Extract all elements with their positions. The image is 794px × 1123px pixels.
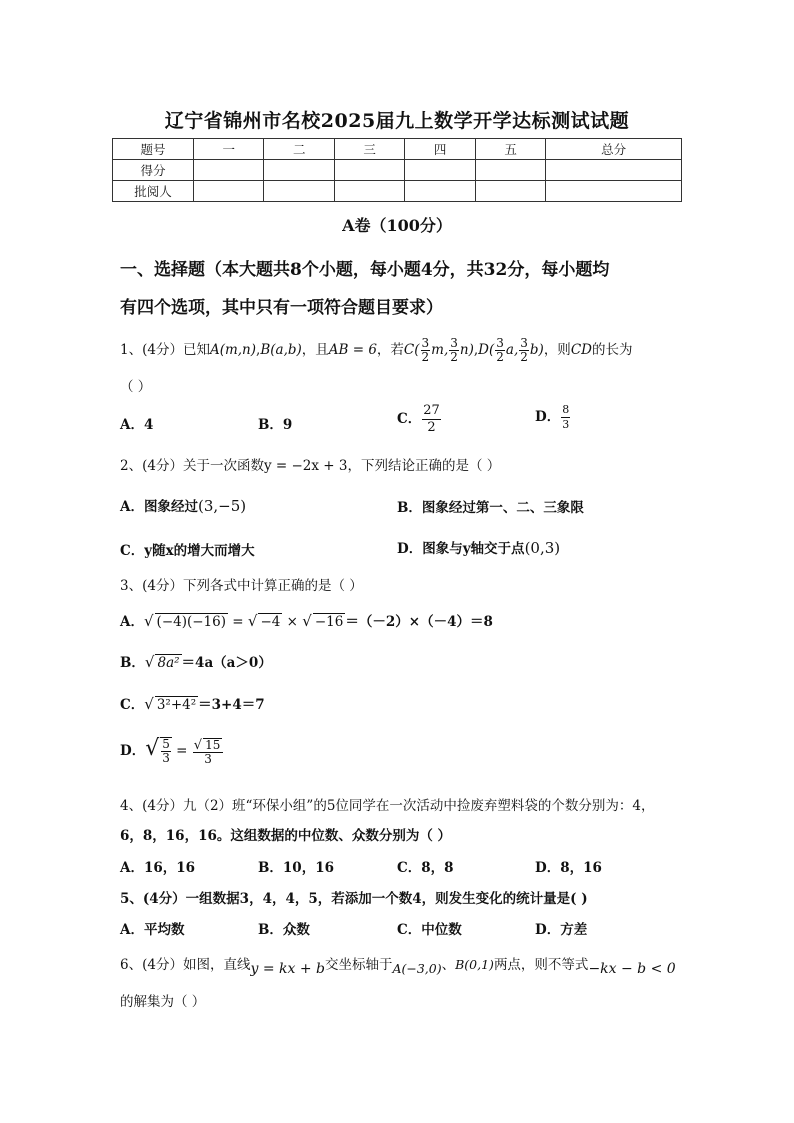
table-cell: 五 [475, 139, 545, 160]
q6-point-b: B(0,1) [455, 957, 494, 972]
q3-option-a-label: A． [120, 614, 144, 630]
q1-frac: $\frac{3}{2}$ [421, 336, 430, 364]
radical-icon: √ [145, 736, 160, 761]
q1-d-pre: D( [478, 342, 495, 358]
q3-c-tail: ＝3+4＝7 [198, 697, 265, 713]
score-input-cell[interactable] [264, 181, 334, 202]
score-input-cell[interactable] [546, 160, 682, 181]
q5-option-a[interactable]: A．平均数 [120, 922, 185, 938]
q4-option-b[interactable]: B．10，16 [258, 860, 334, 876]
table-cell: 四 [405, 139, 475, 160]
q1-cd: CD [570, 342, 592, 358]
q1-mid2: ，若 [376, 342, 404, 358]
q1-c-mid: m, [431, 342, 449, 358]
q6-line-eq: y = kx + b [250, 961, 325, 977]
table-cell: 总分 [546, 139, 682, 160]
table-cell: 得分 [113, 160, 194, 181]
q1-d-post: b) [529, 342, 544, 358]
question-1-stem: 1、(4分）已知A(m,n),B(a,b)，且AB = 6，若C( $\frac{3}{2}$ m, $\frac{3}{2}$ n),D( $\frac{3}{2}$ a, $\frac{3}{2}$ b)，则CD的长为 [120, 336, 633, 364]
q2-option-a-text: A．图象经过 [120, 499, 198, 515]
q3-a-radicand: (−4)(−16) [156, 614, 227, 630]
q1-option-d-label: D． [535, 409, 561, 425]
q2-tail: ，下列结论正确的是（ ） [347, 458, 501, 474]
q2-option-b[interactable]: B．图象经过第一、二、三象限 [397, 500, 584, 516]
q3-b-radicand: 8a² [157, 655, 180, 671]
table-cell: 批阅人 [113, 181, 194, 202]
q1-prefix: 1、(4分）已知 [120, 342, 210, 358]
q6-inequality: −kx − b < 0 [588, 961, 676, 977]
q1-paren: （ ） [120, 379, 152, 395]
page-title: 辽宁省锦州市名校2025届九上数学开学达标测试试题 [164, 110, 630, 132]
q1-d-mid: a, [505, 342, 519, 358]
section-heading-line1: 一、选择题（本大题共8个小题，每小题4分，共32分，每小题均 [120, 260, 610, 280]
score-input-cell[interactable] [475, 160, 545, 181]
q1-frac: $\frac{3}{2}$ [450, 336, 458, 364]
q1-option-b[interactable]: B．9 [258, 417, 293, 433]
score-input-cell[interactable] [334, 181, 404, 202]
table-cell: 一 [194, 139, 264, 160]
q4-option-c[interactable]: C．8，8 [397, 860, 454, 876]
section-heading-line2: 有四个选项，其中只有一项符合题目要求） [120, 298, 443, 318]
q6-part1: 6、(4分）如图，直线 [120, 957, 251, 973]
q1-end: 的长为 [591, 342, 633, 358]
q1-ab: AB = 6 [328, 342, 377, 358]
q2-option-a[interactable] [120, 495, 246, 515]
q3-d-frac: $\frac{5}{3}$ [162, 737, 170, 765]
radical-icon: √ [144, 695, 154, 713]
radical-icon: √ [144, 653, 155, 671]
q1-frac: $\frac{3}{2}$ [520, 336, 528, 364]
score-input-cell[interactable] [475, 181, 545, 202]
q3-option-b[interactable] [120, 651, 272, 671]
q1-frac: $\frac{3}{2}$ [496, 336, 504, 364]
q3-option-a[interactable] [120, 610, 493, 630]
q3-a-root1: −4 [260, 614, 281, 630]
q5-option-c[interactable]: C．中位数 [397, 922, 462, 938]
q6-part2: 交坐标轴于 [324, 957, 393, 973]
q4-option-d[interactable]: D．8，16 [535, 860, 602, 876]
q3-a-tail: ＝（－2）×（－4）＝8 [345, 614, 493, 630]
q4-option-a[interactable]: A．16，16 [120, 860, 196, 876]
q6-point-a: A(−3,0) [392, 961, 442, 976]
q6-sep: 、 [441, 957, 456, 973]
q1-point-b: B(a,b) [260, 342, 302, 358]
question-5-stem: 5、(4分）一组数据3，4，4，5，若添加一个数4，则发生变化的统计量是( ) [120, 891, 588, 907]
q2-option-d-point: (0,3) [524, 539, 561, 557]
q3-option-b-label: B． [120, 655, 145, 671]
radical-icon: √ [302, 612, 312, 630]
score-input-cell[interactable] [405, 160, 475, 181]
table-row [113, 160, 682, 181]
q3-option-d[interactable] [120, 736, 224, 766]
q2-stem-text: 2、(4分）关于一次函数 [120, 458, 264, 474]
q1-option-c-frac: $\frac{27}{2}$ [423, 403, 440, 435]
q2-function: y = −2x + 3 [263, 458, 348, 474]
question-2-stem [120, 454, 500, 474]
table-row [113, 181, 682, 202]
score-table [112, 138, 682, 202]
q5-option-d[interactable]: D．方差 [535, 922, 588, 938]
q1-option-d[interactable] [535, 403, 571, 432]
q3-b-tail: ＝4a（a＞0） [181, 655, 272, 671]
q3-a-eq: = [228, 614, 248, 630]
q1-option-a[interactable]: A．4 [120, 417, 154, 433]
q1-option-c[interactable] [397, 403, 442, 436]
q3-option-c-label: C． [120, 697, 145, 713]
score-input-cell[interactable] [194, 160, 264, 181]
volume-heading: A卷（100分） [342, 216, 452, 235]
question-4-line2: 6，8，16，16。这组数据的中位数、众数分别为（ ） [120, 828, 452, 844]
table-row [113, 139, 682, 160]
q3-d-eq: = [171, 743, 192, 759]
q1-c-pre: C( [403, 342, 420, 358]
radical-icon: √ [143, 612, 154, 630]
score-input-cell[interactable] [334, 160, 404, 181]
q3-option-d-label: D． [120, 743, 146, 759]
q1-option-c-label: C． [397, 411, 422, 427]
q2-option-d-text: D．图象与y轴交于点 [397, 541, 525, 557]
q3-a-times: × [282, 614, 303, 630]
q3-option-c[interactable] [120, 693, 265, 713]
q2-option-c[interactable]: C．y随x的增大而增大 [120, 543, 255, 559]
q1-point-a: A(m,n) [209, 342, 257, 358]
q1-mid1: ，且 [301, 342, 329, 358]
score-input-cell[interactable] [405, 181, 475, 202]
table-cell: 二 [264, 139, 334, 160]
q2-option-a-point: (3,−5) [197, 497, 247, 515]
q1-c-post: n) [459, 342, 474, 358]
q2-option-d[interactable] [397, 537, 560, 557]
table-cell: 三 [334, 139, 404, 160]
score-input-cell[interactable] [194, 181, 264, 202]
score-input-cell[interactable] [264, 160, 334, 181]
score-input-cell[interactable] [546, 181, 682, 202]
question-6-stem [120, 953, 676, 977]
q1-option-d-frac: $\frac{8}{3}$ [562, 403, 570, 431]
radical-icon: √ [247, 612, 258, 630]
q5-option-b[interactable]: B．众数 [258, 922, 310, 938]
question-6-line2: 的解集为（ ） [120, 994, 206, 1010]
q3-d-result: $\frac{√ 15}{3}$ [193, 738, 224, 766]
q3-c-radicand: 3²+4² [156, 697, 197, 713]
q3-a-root2: −16 [314, 614, 344, 630]
question-3-stem: 3、(4分）下列各式中计算正确的是（ ） [120, 578, 363, 594]
q6-part3: 两点，则不等式 [493, 957, 589, 973]
table-cell: 题号 [113, 139, 194, 160]
q1-suffix: ，则 [543, 342, 571, 358]
question-4-line1: 4、(4分）九（2）班“环保小组”的5位同学在一次活动中捡废弃塑料袋的个数分别为：4， [120, 798, 655, 814]
